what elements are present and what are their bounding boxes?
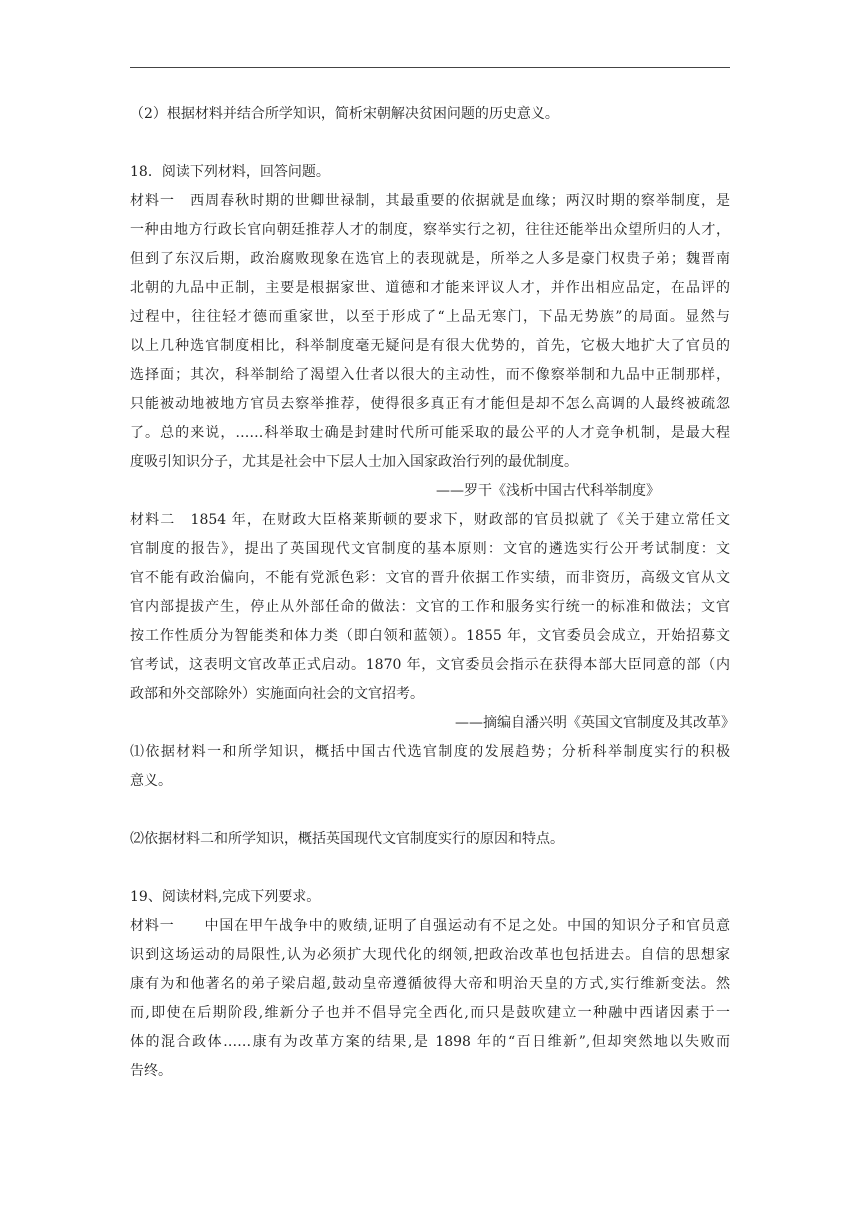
q17-part2: （2）根据材料并结合所学知识，简析宋朝解决贫困问题的历史意义。: [130, 106, 559, 122]
q18-material2-line: 官内部提拔产生，停止从外部任命的做法：文官的工作和服务实行统一的标准和做法；文官: [130, 599, 730, 615]
q18-material1-line: 北朝的九品中正制，主要是根据家世、道德和才能来评议人才，并作出相应品定，在品评的: [130, 280, 730, 296]
q18-material1-line: 过程中，往往轻才德而重家世，以至于形成了“上品无寒门，下品无势族”的局面。显然与: [130, 309, 730, 325]
q18-material1-line: 以上几种选官制度相比，科举制度毫无疑问是有很大优势的，首先，它极大地扩大了官员的: [130, 338, 730, 354]
q18-material1-line: 度吸引知识分子，尤其是社会中下层人士加入国家政治行列的最优制度。: [130, 454, 578, 470]
q18-material1-line: 了。总的来说，……科举取士确是封建时代所可能采取的最公平的人才竞争机制，是最大程: [130, 425, 730, 441]
q19-material1-line: 体的混合政体……康有为改革方案的结果,是 1898 年的“百日维新”,但却突然地以失败而: [130, 1034, 730, 1050]
q18-material2-line: 材料二 1854 年，在财政大臣格莱斯顿的要求下，财政部的官员拟就了《关于建立常任文: [130, 512, 730, 528]
q18-material2-source: ——摘编自潘兴明《英国文官制度及其改革》: [455, 715, 735, 731]
q18-question1-line: ⑴依据材料一和所学知识，概括中国古代选官制度的发展趋势；分析科举制度实行的积极: [130, 744, 730, 760]
q19-heading: 19、阅读材料,完成下列要求。: [130, 889, 321, 905]
q18-material2-line: 官考试，这表明文官改革正式启动。1870 年，文官委员会指示在获得本部大臣同意的部（内: [130, 657, 730, 673]
q19-material1-line: 而,即使在后期阶段,维新分子也并不倡导完全西化,而只是鼓吹建立一种融中西诸因素于一: [130, 1005, 730, 1021]
q18-material1-line: 只能被动地被地方官员去察举推荐，使得很多真正有才能但是却不怎么高调的人最终被疏忽: [130, 396, 730, 412]
q19-material1-line: 材料一 中国在甲午战争中的败绩,证明了自强运动有不足之处。中国的知识分子和官员意: [130, 918, 730, 934]
q18-material2-line: 官不能有政治偏向，不能有党派色彩：文官的晋升依据工作实绩，而非资历，高级文官从文: [130, 570, 730, 586]
header-rule: [130, 67, 730, 68]
q18-material1-line: 一种由地方行政长官向朝廷推荐人才的制度，察举实行之初，往往还能举出众望所归的人才，: [130, 222, 730, 238]
q19-material1-line: 识到这场运动的局限性,认为必须扩大现代化的纲领,把政治改革也包括进去。自信的思想家: [130, 947, 730, 963]
q18-material1-line: 选择面；其次，科举制给了渴望入仕者以很大的主动性，而不像察举制和九品中正制那样，: [130, 367, 730, 383]
q18-question1-line: 意义。: [130, 773, 172, 789]
q18-material2-line: 政部和外交部除外）实施面向社会的文官招考。: [130, 686, 424, 702]
q18-material2-line: 官制度的报告》，提出了英国现代文官制度的基本原则：文官的遴选实行公开考试制度：文: [130, 541, 730, 557]
q18-material2-line: 按工作性质分为智能类和体力类（即白领和蓝领）。1855 年，文官委员会成立，开始招募文: [130, 628, 730, 644]
q18-question2: ⑵依据材料二和所学知识，概括英国现代文官制度实行的原因和特点。: [130, 831, 564, 847]
q19-material1-line: 告终。: [130, 1063, 172, 1079]
q18-material1-line: 但到了东汉后期，政治腐败现象在选官上的表现就是，所举之人多是豪门权贵子弟；魏晋南: [130, 251, 730, 267]
q18-material1-source: ——罗干《浅析中国古代科举制度》: [436, 483, 660, 499]
q18-material1-line: 材料一 西周春秋时期的世卿世禄制，其最重要的依据就是血缘；两汉时期的察举制度，是: [130, 193, 730, 209]
q19-material1-line: 康有为和他著名的弟子梁启超,鼓动皇帝遵循彼得大帝和明治天皇的方式,实行维新变法。然: [130, 976, 730, 992]
q18-heading: 18．阅读下列材料，回答问题。: [130, 164, 330, 180]
